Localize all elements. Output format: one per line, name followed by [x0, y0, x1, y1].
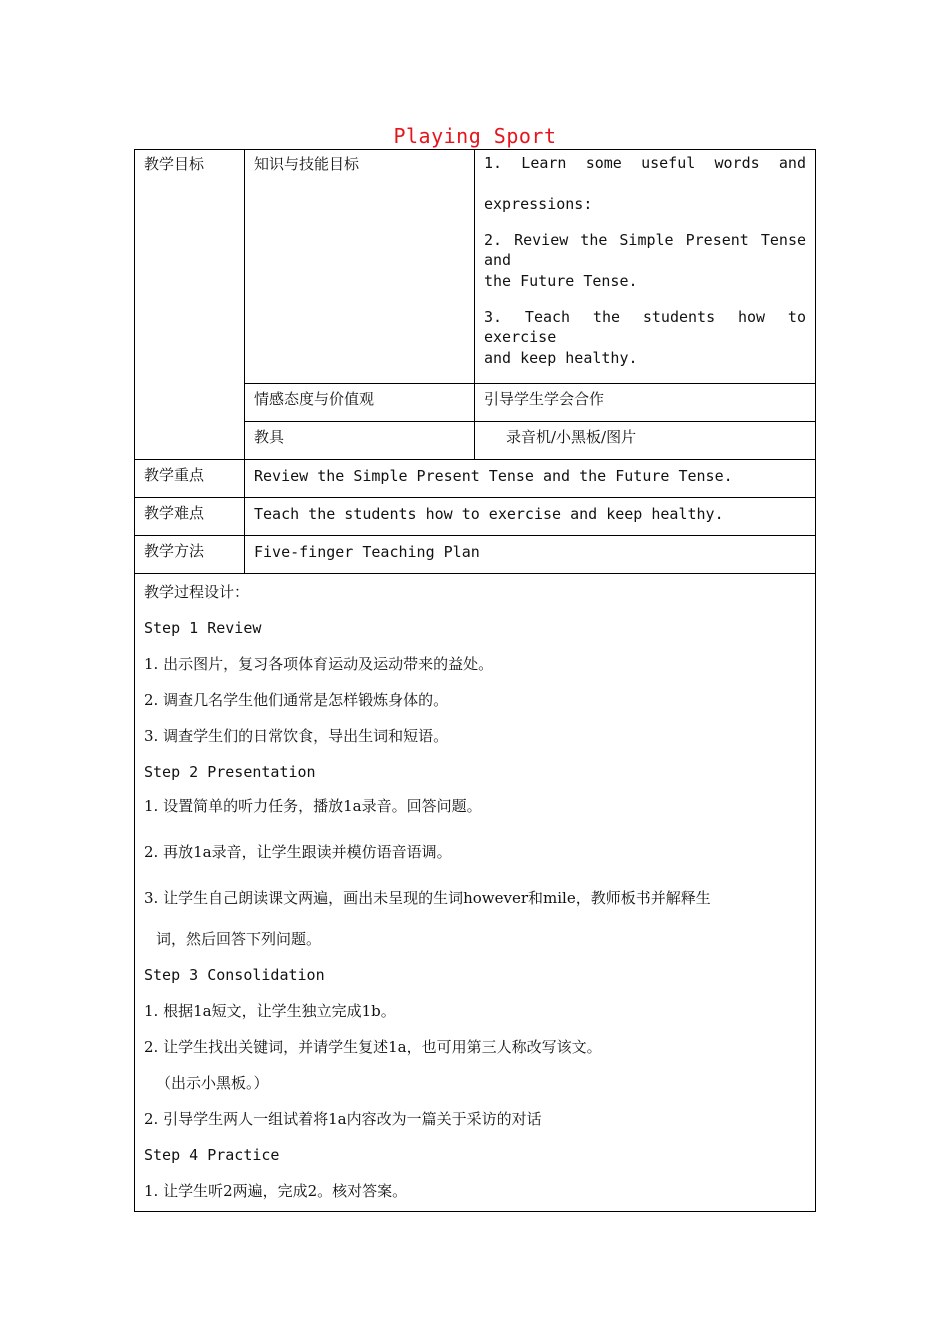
- goal-item-3: 3. Teach the students how to exercise and keep healthy.: [484, 308, 806, 367]
- difficulty-label: 教学难点: [135, 498, 245, 536]
- knowledge-label: 知识与技能目标: [245, 150, 475, 384]
- difficulty-value: Teach the students how to exercise and keep healthy.: [245, 498, 816, 536]
- attitude-label: 情感态度与价值观: [245, 384, 475, 422]
- step3-item-2: 2. 让学生找出关键词，并请学生复述1a，也可用第三人称改写该文。: [144, 1038, 602, 1056]
- step2-item-3-cont: 词，然后回答下列问题。: [156, 930, 322, 948]
- goal-item-1: 1. Learn some useful words and expressions:: [484, 154, 806, 213]
- step4-title: Step 4 Practice: [144, 1146, 280, 1164]
- step1-item-1: 1. 出示图片，复习各项体育运动及运动带来的益处。: [144, 655, 494, 673]
- step3-item-1: 1. 根据1a短文，让学生独立完成1b。: [144, 1002, 396, 1020]
- knowledge-goals: [475, 150, 816, 384]
- difficulty-row: [135, 498, 816, 536]
- objectives-row: [135, 150, 816, 384]
- step3-title: Step 3 Consolidation: [144, 966, 325, 984]
- step3-item-3: 2. 引导学生两人一组试着将1a内容改为一篇关于采访的对话: [144, 1110, 542, 1128]
- step3-note: （出示小黑板。）: [156, 1074, 269, 1092]
- step2-item-3: 3. 让学生自己朗读课文两遍，画出未呈现的生词however和mile，教师板书并解释生: [144, 889, 711, 907]
- goal-item-2: 2. Review the Simple Present Tense and the Future Tense.: [484, 231, 806, 290]
- process-heading: 教学过程设计：: [144, 583, 250, 601]
- step2-title: Step 2 Presentation: [144, 763, 316, 781]
- step1-item-2: 2. 调查几名学生他们通常是怎样锻炼身体的。: [144, 691, 449, 709]
- process-row: [135, 574, 816, 1212]
- step1-title: Step 1 Review: [144, 619, 262, 637]
- step1-item-3: 3. 调查学生们的日常饮食，导出生词和短语。: [144, 727, 449, 745]
- process-cell: [135, 574, 816, 1212]
- document-title: Playing Sport: [393, 124, 557, 148]
- step2-item-2: 2. 再放1a录音，让学生跟读并模仿语音语调。: [144, 843, 452, 861]
- method-row: [135, 536, 816, 574]
- tools-value: 录音机/小黑板/图片: [475, 422, 816, 460]
- method-label: 教学方法: [135, 536, 245, 574]
- method-value: Five-finger Teaching Plan: [245, 536, 816, 574]
- key-label: 教学重点: [135, 460, 245, 498]
- step2-item-1: 1. 设置简单的听力任务，播放1a录音。回答问题。: [144, 797, 482, 815]
- objectives-label: 教学目标: [135, 150, 245, 460]
- tools-label: 教具: [245, 422, 475, 460]
- key-row: [135, 460, 816, 498]
- attitude-value: 引导学生学会合作: [475, 384, 816, 422]
- lesson-plan-table: [134, 149, 816, 1212]
- key-value: Review the Simple Present Tense and the Future Tense.: [245, 460, 816, 498]
- step4-item-1: 1. 让学生听2两遍，完成2。核对答案。: [144, 1182, 408, 1200]
